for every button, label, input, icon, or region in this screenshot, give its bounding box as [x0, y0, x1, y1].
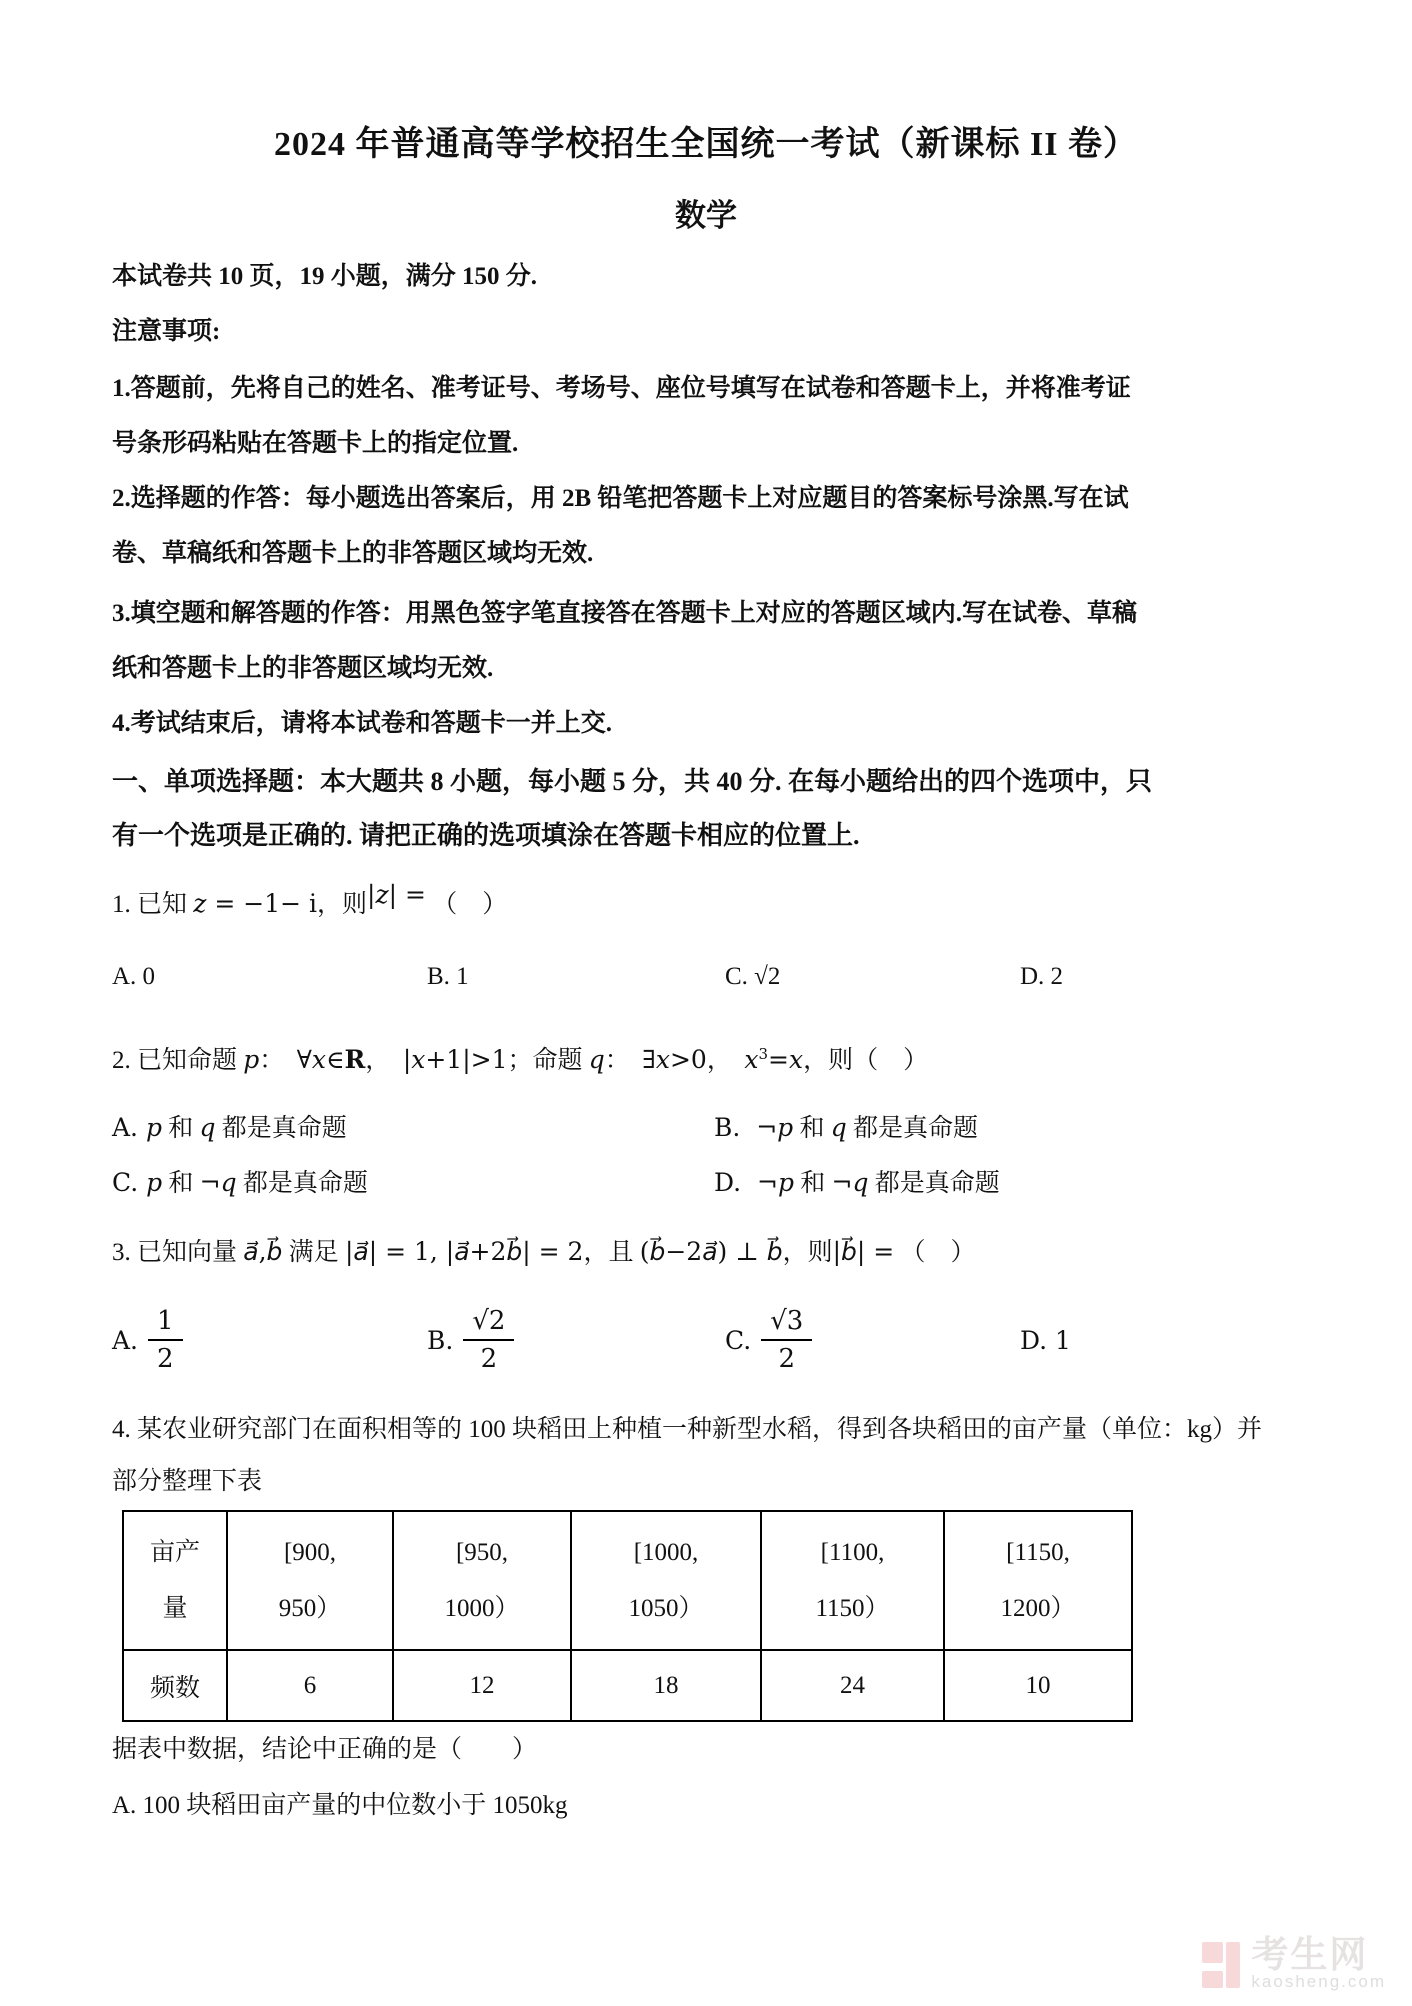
q3-option-d: D. 1	[1020, 1325, 1071, 1355]
yield-range-cell: [950, 1000）	[393, 1511, 571, 1650]
question-4-stem-line-2: 部分整理下表	[112, 1468, 263, 1495]
kaosheng-logo-icon	[1202, 1942, 1240, 1988]
watermark-domain: kaosheng.com	[1251, 1972, 1386, 1991]
section-1-heading-line-2: 有一个选项是正确的. 请把正确的选项填涂在答题卡相应的位置上.	[112, 821, 860, 850]
frequency-cell: 24	[761, 1650, 944, 1721]
page-title: 2024 年普通高等学校招生全国统一考试（新课标 II 卷）	[274, 126, 1138, 163]
notice-line: 卷、草稿纸和答题卡上的非答题区域均无效.	[112, 540, 594, 567]
fraction: $\frac{√3}{2}$	[761, 1305, 812, 1375]
notice-line: 号条形码粘贴在答题卡上的指定位置.	[112, 430, 519, 457]
q1-option-a: A. 0	[112, 963, 156, 990]
question-1-options	[112, 961, 1412, 993]
question-4-conclusion-prompt: 据表中数据，结论中正确的是（ ）	[112, 1736, 538, 1763]
q2-option-b: B. ¬p 和 q 都是真命题	[714, 1113, 978, 1142]
yield-range-cell: [1150, 1200）	[944, 1511, 1132, 1650]
question-1-stem: 1. 已知 z = −1− i，则|z| = （ ）	[112, 880, 508, 918]
question-2-options-row-2	[112, 1167, 1412, 1200]
q2-option-d: D. ¬p 和 ¬q 都是真命题	[714, 1168, 1000, 1197]
paper-info: 本试卷共 10 页，19 小题，满分 150 分.	[112, 263, 538, 290]
frequency-cell: 10	[944, 1650, 1132, 1721]
yield-range-cell: [900, 950）	[227, 1511, 393, 1650]
q4-option-a: A. 100 块稻田亩产量的中位数小于 1050kg	[112, 1792, 568, 1819]
notice-line: 纸和答题卡上的非答题区域均无效.	[112, 655, 494, 682]
q3-option-b-label: B.	[427, 1325, 454, 1355]
q2-option-c: C. p 和 ¬q 都是真命题	[112, 1168, 368, 1197]
question-2-options-row-1	[112, 1112, 1412, 1145]
notice-heading: 注意事项:	[112, 318, 221, 345]
q2-option-a: A. p 和 q 都是真命题	[112, 1113, 347, 1142]
frequency-cell: 18	[571, 1650, 761, 1721]
table-row-label-cell: 亩产 量	[123, 1511, 227, 1650]
q3-option-a	[112, 1305, 427, 1375]
notice-line: 2.选择题的作答：每小题选出答案后，用 2B 铅笔把答题卡上对应题目的答案标号涂黑.写在试	[112, 485, 1129, 512]
q1-option-d: D. 2	[1020, 963, 1064, 990]
kaosheng-watermark	[1202, 1935, 1386, 1991]
yield-range-cell: [1000, 1050）	[571, 1511, 761, 1650]
fraction: $\frac{√2}{2}$	[463, 1305, 514, 1375]
q3-option-b	[427, 1305, 725, 1375]
q1-option-b: B. 1	[427, 963, 469, 990]
table-header-row	[123, 1511, 1132, 1650]
notice-line: 1.答题前，先将自己的姓名、准考证号、考场号、座位号填写在试卷和答题卡上，并将准考证	[112, 375, 1131, 402]
section-1-heading-line-1: 一、单项选择题：本大题共 8 小题，每小题 5 分，共 40 分. 在每小题给出的四个选项中，只	[112, 767, 1153, 796]
q3-option-c	[725, 1305, 1020, 1375]
frequency-cell: 12	[393, 1650, 571, 1721]
q3-option-a-label: A.	[112, 1325, 139, 1355]
fraction: $\frac{1}{2}$	[148, 1305, 183, 1375]
notice-line: 3.填空题和解答题的作答：用黑色签字笔直接答在答题卡上对应的答题区域内.写在试卷、草稿	[112, 600, 1138, 627]
question-2-stem: 2. 已知命题 p： ∀x∈R， |x+1|>1；命题 q： ∃x>0， $x^3=x$，则（ ）	[112, 1045, 929, 1074]
q3-option-c-label: C.	[725, 1325, 752, 1355]
q1-option-c: C. √2	[725, 963, 781, 990]
table-frequency-row	[123, 1650, 1132, 1721]
question-4-stem-line-1: 4. 某农业研究部门在面积相等的 100 块稻田上种植一种新型水稻，得到各块稻田的亩产量（单位：kg）并	[112, 1416, 1263, 1443]
subject-title: 数学	[675, 198, 737, 233]
question-3-options	[112, 1298, 1412, 1382]
table-row-label-cell: 频数	[123, 1650, 227, 1721]
frequency-cell: 6	[227, 1650, 393, 1721]
yield-frequency-table	[122, 1510, 1133, 1722]
watermark-brand: 考生网	[1251, 1935, 1369, 1976]
notice-line: 4.考试结束后，请将本试卷和答题卡一并上交.	[112, 710, 613, 737]
yield-range-cell: [1100, 1150）	[761, 1511, 944, 1650]
question-3-stem: 3. 已知向量 a⃗,b⃗ 满足 |a⃗| = 1, |a⃗+2b⃗| = 2，且 (b⃗−2a⃗) ⊥ b⃗，则|b⃗| = （ ）	[112, 1237, 976, 1266]
